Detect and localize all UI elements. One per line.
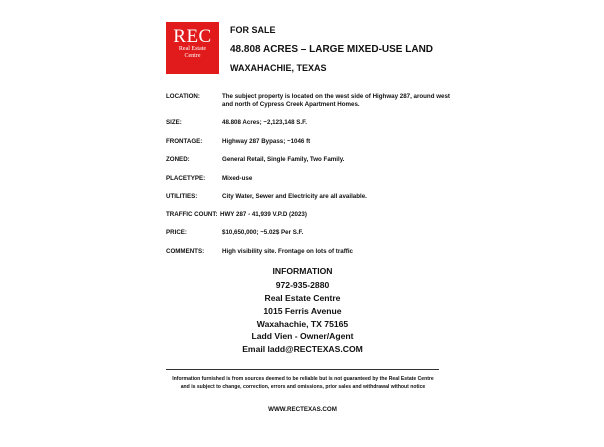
detail-label: ZONED: — [166, 156, 190, 163]
detail-value: The subject property is located on the west side of Highway 287, around west and north of Cypress Creek Apartment Homes. — [222, 93, 450, 108]
detail-label: UTILITIES: — [166, 193, 198, 200]
detail-label: COMMENTS: — [166, 248, 205, 255]
contact-company: Real Estate Centre — [264, 293, 341, 303]
contact-street: 1015 Ferris Avenue — [263, 306, 342, 316]
contact-agent: Ladd Vien - Owner/Agent — [251, 331, 354, 341]
detail-label: SIZE: — [166, 119, 182, 126]
contact-city: Waxahachie, TX 75165 — [256, 319, 349, 329]
detail-value: City Water, Sewer and Electricity are all available. — [222, 193, 367, 200]
detail-value: Highway 287 Bypass; ~1046 ft — [222, 138, 311, 145]
detail-value: Mixed-use — [222, 175, 253, 182]
listing-status: FOR SALE — [230, 25, 276, 35]
disclaimer-text: Information furnished is from sources deemed to be reliable but is not guaranteed by the Real Estate Centre and is subject to change, correction, errors and omissions, prior sales and withdrawal without notice — [172, 376, 434, 390]
logo-initials: REC — [173, 26, 212, 47]
detail-label: LOCATION: — [166, 93, 200, 100]
listing-location: WAXAHACHIE, TEXAS — [230, 63, 327, 73]
detail-label: FRONTAGE: — [166, 138, 203, 145]
detail-value: General Retail, Single Family, Two Family. — [222, 156, 345, 163]
logo-line-1: Real Estate — [178, 46, 207, 52]
company-logo — [166, 22, 219, 74]
listing-title: 48.808 ACRES – LARGE MIXED-USE LAND — [230, 44, 434, 55]
detail-value: 48.808 Acres; ~2,123,148 S.F. — [222, 119, 307, 126]
detail-label: PRICE: — [166, 229, 187, 236]
detail-value: HWY 287 - 41,939 V.P.D (2023) — [220, 211, 307, 218]
detail-label: PLACETYPE: — [166, 175, 206, 182]
detail-value: High visibility site. Frontage on lots of traffic — [222, 248, 353, 255]
detail-value: $10,650,000; ~5.02$ Per S.F. — [222, 229, 304, 236]
website-url: WWW.RECTEXAS.COM — [268, 406, 337, 413]
logo-line-2: Centre — [184, 53, 201, 59]
footer-divider — [166, 369, 439, 370]
detail-label: TRAFFIC COUNT: — [166, 211, 218, 218]
contact-phone: 972-935-2880 — [275, 280, 330, 290]
contact-heading: INFORMATION — [272, 266, 333, 276]
contact-email: Email ladd@RECTEXAS.COM — [242, 344, 363, 354]
